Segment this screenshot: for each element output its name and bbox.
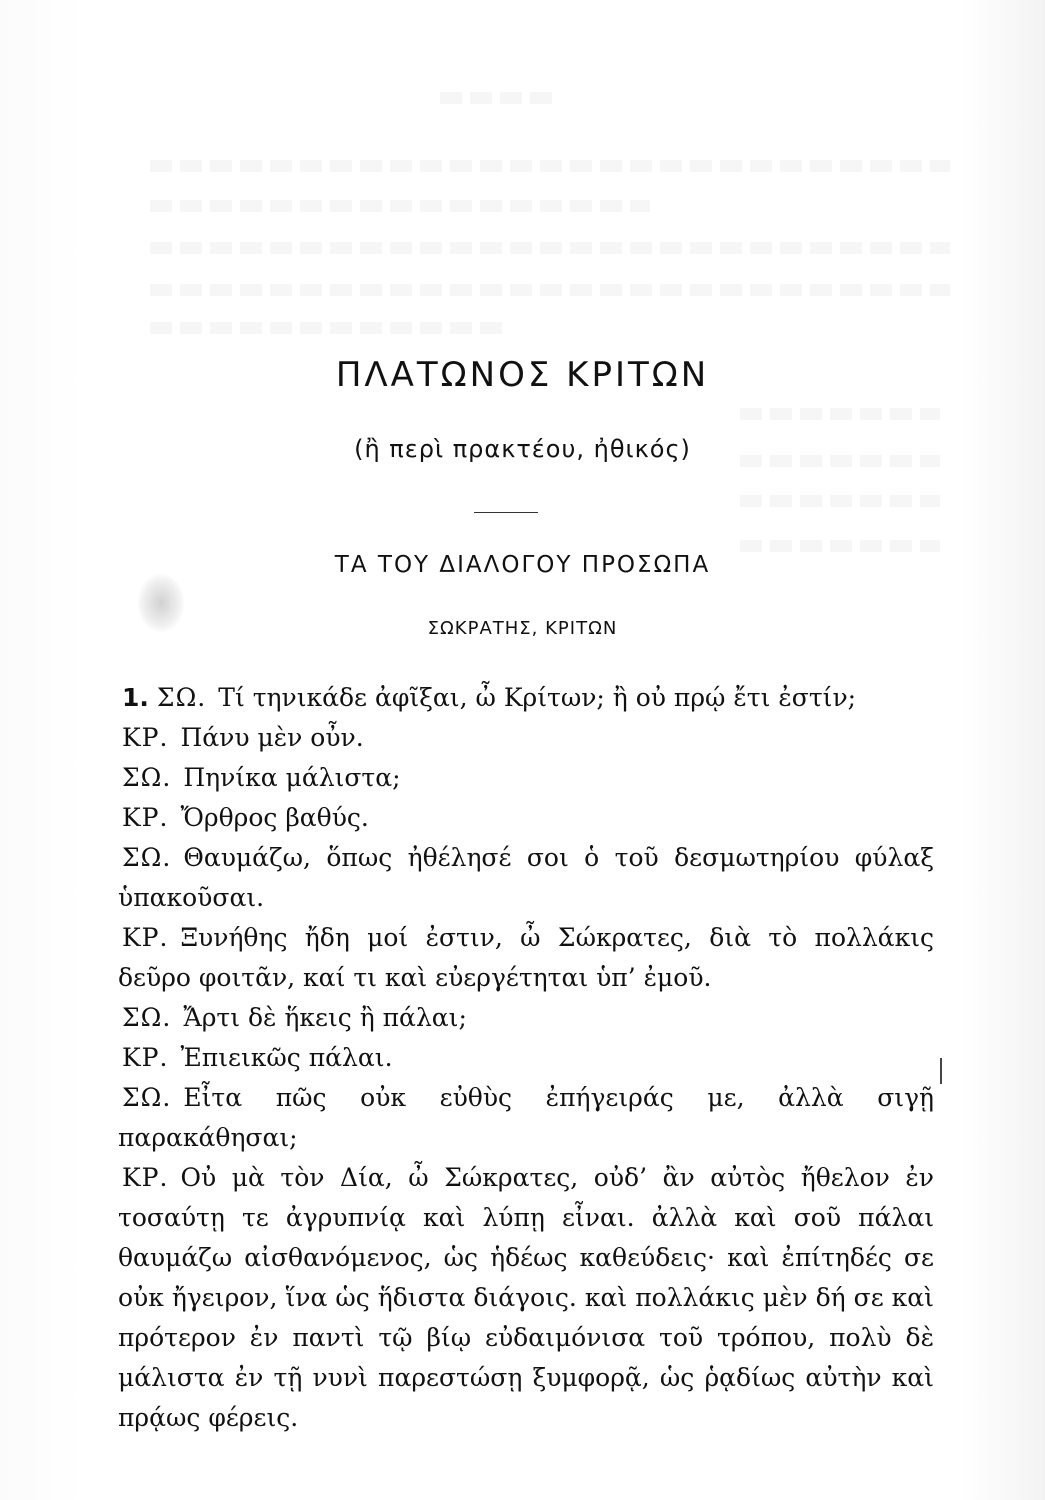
speaker-label: ΚΡ. xyxy=(122,923,169,952)
line-text: Πάνυ μὲν οὖν. xyxy=(180,723,364,752)
margin-mark xyxy=(940,1058,942,1084)
section-number: 1. xyxy=(122,683,149,712)
line-text: Ξυνήθης ἤδη μοί ἐστιν, ὦ Σώκρατες, διὰ τὸ πολλάκις δεῦρο φοιτᾶν, καί τι καὶ εὐεργέτηται ὑπ’ ἐμοῦ. xyxy=(118,923,934,992)
bleed-through xyxy=(150,284,950,296)
dialogue-line xyxy=(118,718,934,758)
speaker-label: ΚΡ. xyxy=(122,1163,169,1192)
line-text: Οὐ μὰ τὸν Δία, ὦ Σώκρατες, οὐδ’ ἂν αὐτὸς ἤθελον ἐν τοσαύτῃ τε ἀγρυπνίᾳ καὶ λύπῃ εἶναι. ἀλλὰ καὶ σοῦ πάλαι θαυμάζω αἰσθανόμενος, ὡς ἡδέως καθεύδεις· καὶ ἐπίτηδές σε οὐκ ἤγειρον, ἵνα ὡς ἥδιστα διάγοις. καὶ πολλάκις μὲν δή σε καὶ πρότερον ἐν παντὶ τῷ βίῳ εὐδαιμόνισα τοῦ τρόπου, πολὺ δὲ μάλιστα ἐν τῇ νυνὶ παρεστώσῃ ξυμφορᾷ, ὡς ῥᾳδίως αὐτὴν καὶ πρᾴως φέρεις. xyxy=(118,1163,934,1432)
dialogue-line xyxy=(118,1078,934,1158)
bleed-through xyxy=(740,408,940,420)
line-text: Θαυμάζω, ὅπως ἠθέλησέ σοι ὁ τοῦ δεσμωτηρίου φύλαξ ὑπακοῦσαι. xyxy=(118,843,934,912)
speaker-label: ΚΡ. xyxy=(122,803,169,832)
line-text: Εἶτα πῶς οὐκ εὐθὺς ἐπήγειράς με, ἀλλὰ σιγῇ παρακάθησαι; xyxy=(118,1083,934,1152)
dialogue-line xyxy=(118,758,934,798)
dialogue-line xyxy=(118,1038,934,1078)
speaker-label: ΣΩ. xyxy=(122,1003,172,1032)
dialogue-line xyxy=(118,678,934,718)
dialogue-line xyxy=(118,998,934,1038)
speaker-label: ΣΩ. xyxy=(122,843,172,872)
dialogue-line xyxy=(118,838,934,918)
bleed-through xyxy=(150,242,950,254)
speaker-label: ΣΩ. xyxy=(156,683,207,712)
bleed-through xyxy=(740,495,940,507)
page-title: ΠΛΑΤΩΝΟΣ ΚΡΙΤΩΝ xyxy=(335,355,710,395)
dialogue-line xyxy=(118,1158,934,1438)
line-text: Ἐπιεικῶς πάλαι. xyxy=(180,1043,393,1072)
speaker-label: ΣΩ. xyxy=(122,1083,172,1112)
line-text: Πηνίκα μάλιστα; xyxy=(183,763,401,792)
line-text: Ὄρθρος βαθύς. xyxy=(180,803,369,832)
page-subtitle: (ἢ περὶ πρακτέου, ἠθικός) xyxy=(354,435,691,463)
line-text: Τί τηνικάδε ἀφῖξαι, ὦ Κρίτων; ἢ οὐ πρῴ ἔτι ἐστίν; xyxy=(218,683,857,712)
bleed-through xyxy=(150,200,650,212)
title-divider xyxy=(474,512,538,513)
bleed-through xyxy=(740,540,940,552)
dialogue-line xyxy=(118,798,934,838)
persons-heading: ΤΑ ΤΟΥ ΔΙΑΛΟΓΟΥ ΠΡΟΣΩΠΑ xyxy=(334,552,711,578)
bleed-through xyxy=(150,160,950,172)
dialogue-text xyxy=(118,678,934,1438)
persons-list: ΣΩΚΡΑΤΗΣ, ΚΡΙΤΩΝ xyxy=(427,618,618,639)
line-text: Ἄρτι δὲ ἥκεις ἢ πάλαι; xyxy=(183,1003,467,1032)
speaker-label: ΣΩ. xyxy=(122,763,172,792)
dialogue-line xyxy=(118,918,934,998)
speaker-label: ΚΡ. xyxy=(122,723,169,752)
bleed-through xyxy=(150,322,510,334)
speaker-label: ΚΡ. xyxy=(122,1043,169,1072)
bleed-through xyxy=(440,92,560,104)
